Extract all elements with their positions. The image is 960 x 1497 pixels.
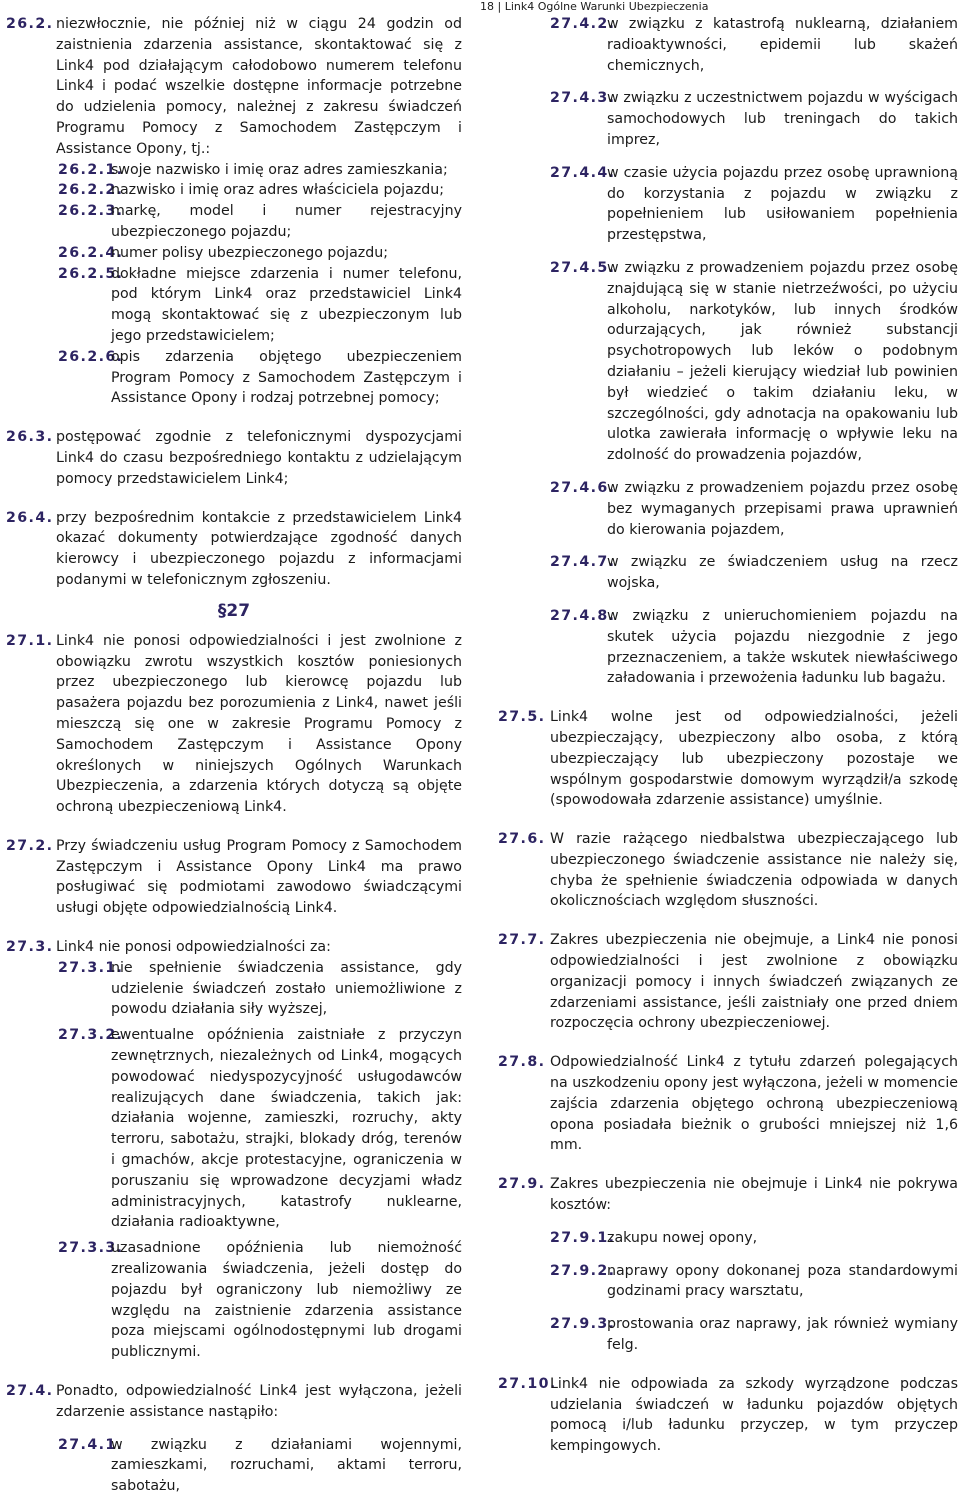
clause-27-8	[498, 1052, 958, 1156]
clause-number: 27.6.	[498, 831, 546, 848]
clause-number: 27.5.	[498, 709, 546, 726]
clause-number: 27.4.8.	[550, 607, 616, 624]
clause-27-9-2	[550, 1261, 958, 1303]
clause-26-3	[6, 427, 462, 489]
clause-text: w związku z działaniami wojennymi, zamieszkami, rozruchami, aktami terroru, sabotażu,	[111, 1436, 462, 1495]
clause-text: niezwłocznie, nie później niż w ciągu 24 godzin od zaistnienia zdarzenia assistance, skontaktować się z Link4 pod działającym całodobowo numerem telefonu Link4 i podać wszelkie dostępne informacje potrzebne do udzielenia pomocy, należnej z zakresu świadczeń Programu Pomocy z Samochodem Zastępczym i Assistance Opony, tj.:	[56, 16, 462, 157]
clause-text: Ponadto, odpowiedzialność Link4 jest wyłączona, jeżeli zdarzenie assistance nastąpiło:	[56, 1383, 462, 1420]
clause-text: Link4 nie ponosi odpowiedzialności i jest zwolnione z obowiązku zwrotu wszystkich kosztów poniesionych przez ubezpieczonego lub kierowcę pojazdu lub pasażera pojazdu bez porozumienia z Link4, nawet jeśli mieszczą się one w zakresie Programu Pomocy z Samochodem Zastępczym i Assistance Opony określonych w niniejszych Ogólnych Warunkach Ubezpieczenia, a zdarzenia których dotyczą są objęte ochroną ubezpieczeniową Link4.	[56, 632, 462, 816]
clause-27-9-1	[550, 1228, 958, 1249]
clause-27-4-6	[550, 478, 958, 540]
clause-number: 26.2.5.	[58, 265, 124, 282]
clause-text: nazwisko i imię oraz adres właściciela pojazdu;	[111, 182, 445, 199]
clause-text: przy bezpośrednim kontakcie z przedstawicielem Link4 okazać dokumenty potwierdzające zgodność danych kierowcy i ubezpieczonego pojazdu z informacjami podanymi w telefonicznym zgłoszeniu.	[56, 509, 462, 588]
clause-number: 26.3.	[6, 429, 54, 446]
clause-27-9-3	[550, 1314, 958, 1356]
clause-text: w związku ze świadczeniem usług na rzecz wojska,	[607, 554, 958, 592]
clause-27-4-4	[550, 163, 958, 246]
clause-text: Przy świadczeniu usług Program Pomocy z Samochodem Zastępczym i Assistance Opony Link4 ma prawo posługiwać się podmiotami zawodowo świadczącymi usługi objęte odpowiedzialnością Link4.	[56, 837, 462, 917]
clause-text: w związku z prowadzeniem pojazdu przez osobę znajdującą się w stanie nietrzeźwości, po użyciu alkoholu, narkotyków, lub innych środków odurzających, jak również substancji psychotropowych lub leków o podobnym działaniu – jeżeli kierujący wiedział lub powinien był wiedzieć o takim działaniu leku, w szczególności, gdy adnotacja na opakowaniu lub ulotka zawierała informację o wpływie leku na zdolność do prowadzenia pojazdów,	[607, 259, 958, 464]
page-number: 18	[480, 0, 494, 13]
clause-number: 27.3.3.	[58, 1240, 124, 1257]
clause-27-1	[6, 631, 462, 818]
clause-27-3	[6, 937, 462, 958]
clause-number: 26.2.4.	[58, 244, 124, 261]
clause-26-2-3	[58, 201, 462, 243]
clause-text: Odpowiedzialność Link4 z tytułu zdarzeń polegających na uszkodzeniu opony jest wyłączona, jeżeli w momencie zajścia zdarzenia objętego ochroną ubezpieczeniową opona posiadała bieżnik o grubości mniejszej niż 1,6 mm.	[550, 1054, 958, 1154]
clause-text: Zakres ubezpieczenia nie obejmuje, a Link4 nie ponosi odpowiedzialności i jest zwolnione z obowiązku organizacji pomocy i innych świadczeń związanych ze zdarzeniami assistance, jeśli zaistniały one przed dniem rozpoczęcia ochrony ubezpieczeniowej.	[550, 932, 958, 1032]
clause-number: 27.4.1.	[58, 1436, 124, 1453]
clause-27-4-7	[550, 552, 958, 594]
clause-text: W razie rażącego niedbalstwa ubezpieczającego lub ubezpieczonego świadczenie assistance nie należy się, chyba że spełnienie świadczenia odpowiada w danych okolicznościach względom słuszności.	[550, 831, 958, 910]
clause-number: 27.4.7.	[550, 554, 616, 571]
clause-27-5	[498, 707, 958, 811]
clause-27-7	[498, 930, 958, 1034]
clause-text: w czasie użycia pojazdu przez osobę uprawnioną do korzystania z pojazdu w związku z popełnieniem lub usiłowaniem popełnienia przestępstwa,	[607, 164, 958, 244]
clause-27-9	[498, 1174, 958, 1216]
section-heading: §27	[217, 600, 251, 621]
clause-number: 27.7.	[498, 932, 546, 949]
clause-number: 27.3.	[6, 939, 54, 956]
document-title: Link4 Ogólne Warunki Ubezpieczenia	[504, 0, 709, 13]
clause-text: ewentualne opóźnienia zaistniałe z przyczyn zewnętrznych, niezależnych od Link4, mogących powodować niedyspozycyjność usługodawców realizujących dane świadczenia, takich jak: działania wojenne, zamieszki, rozruchy, akty terroru, sabotażu, strajki, blokady dróg, terenów i gmachów, akcje protestacyjne, ograniczenia w poruszaniu się wprowadzone decyzjami władz administracyjnych, katastrofy nuklearne, działania radioaktywne,	[111, 1027, 462, 1231]
clause-text: w związku z katastrofą nuklearną, działaniem radioaktywności, epidemii lub skażeń chemicznych,	[607, 16, 958, 74]
clause-text: naprawy opony dokonanej poza standardowymi godzinami pracy warsztatu,	[607, 1262, 958, 1300]
clause-text: w związku z uczestnictwem pojazdu w wyścigach samochodowych lub treningach do takich imprez,	[607, 90, 958, 148]
clause-26-2-5	[58, 264, 462, 347]
clause-27-4-8	[550, 606, 958, 689]
clause-number: 27.9.1.	[550, 1229, 616, 1246]
clause-text: w związku z prowadzeniem pojazdu przez osobę bez wymaganych przepisami prawa uprawnień do kierowania pojazdem,	[607, 479, 958, 538]
clause-number: 27.9.2.	[550, 1262, 616, 1279]
clause-27-4-3	[550, 88, 958, 150]
clause-number: 27.3.1.	[58, 959, 124, 976]
clause-27-3-2	[58, 1025, 462, 1233]
clause-number: 27.9.	[498, 1176, 546, 1193]
clause-number: 26.2.2.	[58, 182, 124, 199]
clause-number: 27.4.5.	[550, 259, 616, 276]
clause-26-2-1	[58, 160, 462, 181]
clause-27-4	[6, 1381, 462, 1423]
clause-text: nie spełnienie świadczenia assistance, gdy udzielenie świadczeń zostało uniemożliwione z powodu działania siły wyższej,	[111, 959, 462, 1018]
clause-text: postępować zgodnie z telefonicznymi dyspozycjami Link4 do czasu bezpośredniego kontaktu z udzielającym pomocy przedstawicielem Link4;	[56, 429, 462, 487]
clause-text: opis zdarzenia objętego ubezpieczeniem Program Pomocy z Samochodem Zastępczym i Assistance Opony i rodzaj potrzebnej pomocy;	[111, 348, 462, 407]
clause-number: 27.4.3.	[550, 90, 616, 107]
clause-26-2-2	[58, 180, 462, 201]
clause-text: dokładne miejsce zdarzenia i numer telefonu, pod którym Link4 oraz przedstawiciel Link4 mogą skontaktować się z ubezpieczonym lub jego przedstawicielem;	[111, 265, 462, 344]
clause-text: Link4 nie ponosi odpowiedzialności za:	[56, 939, 331, 956]
clause-number: 26.2.1.	[58, 161, 124, 178]
clause-number: 27.4.4.	[550, 164, 616, 181]
clause-text: swoje nazwisko i imię oraz adres zamieszkania;	[111, 161, 448, 178]
clause-26-2-4	[58, 243, 462, 264]
clause-26-2-6	[58, 347, 462, 409]
clause-27-3-1	[58, 958, 462, 1020]
left-column	[6, 14, 462, 1497]
clause-text: prostowania oraz naprawy, jak również wymiany felg.	[607, 1316, 958, 1354]
clause-number: 26.2.3.	[58, 203, 124, 220]
clause-number: 27.4.	[6, 1383, 54, 1400]
header-separator: |	[497, 0, 502, 13]
clause-number: 27.8.	[498, 1054, 546, 1071]
page-header	[480, 0, 780, 13]
clause-27-4-2	[550, 14, 958, 76]
clause-text: Zakres ubezpieczenia nie obejmuje i Link4 nie pokrywa kosztów:	[550, 1176, 958, 1214]
clause-27-10	[498, 1374, 958, 1457]
clause-number: 27.4.6.	[550, 479, 616, 496]
clause-number: 26.4.	[6, 509, 54, 526]
clause-text: Link4 nie odpowiada za szkody wyrządzone podczas udzielania świadczeń w ładunku pojazdów objętych pomocą i/lub ładunku przyczep, w tym przyczep kempingowych.	[550, 1375, 958, 1455]
clause-27-4-1	[58, 1435, 462, 1497]
clause-text: uzasadnione opóźnienia lub niemożność zrealizowania świadczenia, jeżeli dostęp do pojazdu był ograniczony lub niemożliwy ze względu na zaistnienie zdarzenia assistance poza miejscami ogólnodostępnymi lub drogami publicznymi.	[111, 1240, 462, 1361]
clause-number: 27.1.	[6, 632, 54, 649]
right-column	[498, 14, 958, 1457]
clause-text: Link4 wolne jest od odpowiedzialności, jeżeli ubezpieczający, ubezpieczony albo osoba, z którą ubezpieczający lub ubezpieczony pozostaje we wspólnym gospodarstwie domowym wyrządził/a szkodę (spowodowała zdarzenie assistance) umyślnie.	[550, 709, 958, 809]
clause-26-4	[6, 508, 462, 591]
clause-number: 26.2.	[6, 16, 54, 32]
clause-27-2	[6, 836, 462, 919]
clause-27-3-3	[58, 1238, 462, 1363]
clause-27-6	[498, 829, 958, 912]
clause-number: 26.2.6.	[58, 348, 124, 365]
clause-text: numer polisy ubezpieczonego pojazdu;	[111, 244, 388, 261]
clause-text: w związku z unieruchomieniem pojazdu na skutek użycia pojazdu niezgodnie z jego przeznaczeniem, a także wskutek niewłaściwego załadowania i przewożenia ładunku lub bagażu.	[607, 607, 958, 687]
clause-number: 27.10.	[498, 1375, 557, 1392]
clause-number: 27.9.3.	[550, 1316, 616, 1333]
clause-number: 27.4.2.	[550, 16, 616, 32]
clause-number: 27.3.2.	[58, 1027, 124, 1044]
clause-number: 27.2.	[6, 837, 54, 854]
clause-text: zakupu nowej opony,	[607, 1229, 758, 1246]
clause-text: markę, model i numer rejestracyjny ubezpieczonego pojazdu;	[111, 203, 462, 240]
clause-27-4-5	[550, 258, 958, 466]
clause-26-2	[6, 14, 462, 160]
